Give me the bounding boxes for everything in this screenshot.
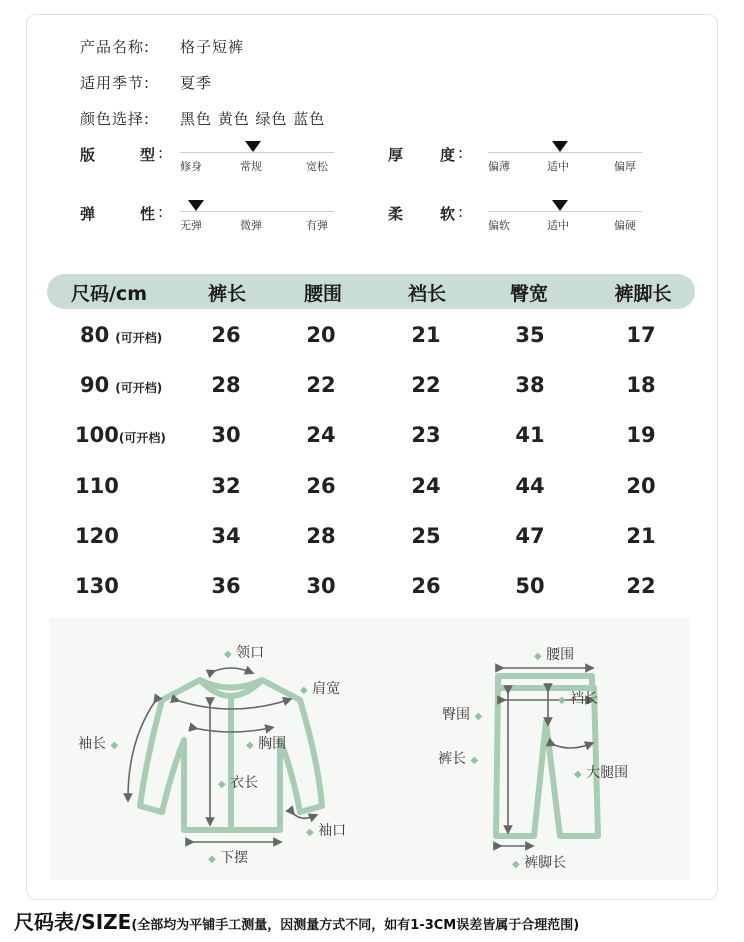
fit-tick-3: 宽松	[306, 160, 328, 173]
label-sleeve	[78, 733, 118, 753]
attr-softness-label-2: 软	[440, 205, 456, 223]
cell-waist: 24	[306, 423, 336, 447]
diamond-icon: ◆	[110, 740, 119, 751]
size-value: 80	[80, 323, 110, 347]
diamond-icon: ◆	[224, 649, 232, 660]
label-leg-opening	[512, 852, 566, 872]
cell-rise: 24	[411, 474, 441, 498]
color-value: 黑色 黄色 绿色 蓝色	[180, 110, 326, 128]
header-pants-length: 裤长	[207, 283, 247, 305]
label-rise	[558, 688, 598, 708]
diamond-icon: ◆	[306, 827, 314, 838]
cell-pants-length: 28	[211, 373, 241, 397]
diamond-icon: ◆	[512, 859, 520, 870]
diamond-icon: ◆	[218, 779, 226, 790]
label-collar-text: 领口	[236, 645, 265, 661]
size-note: (可开档)	[115, 331, 163, 345]
attr-softness-colon: :	[458, 203, 464, 221]
label-pants-length	[438, 748, 478, 768]
label-waist	[534, 644, 574, 664]
cell-leg-opening: 22	[626, 574, 656, 598]
label-waist-text: 腰围	[546, 647, 575, 663]
cell-leg-opening: 18	[626, 373, 656, 397]
fit-tick-1: 修身	[180, 160, 202, 173]
cell-hip: 44	[515, 474, 545, 498]
fit-tick-2: 常规	[240, 160, 262, 173]
thickness-tick-1: 偏薄	[488, 160, 510, 173]
attr-fit-label-2: 型	[140, 146, 156, 164]
elasticity-tick-3: 有弹	[306, 219, 328, 232]
softness-tick-1: 偏软	[488, 219, 510, 232]
label-chest	[246, 733, 286, 753]
label-hem-text: 下摆	[220, 850, 249, 866]
softness-tick-3: 偏硬	[614, 219, 636, 232]
cell-leg-opening: 17	[626, 323, 656, 347]
cell-hip: 35	[515, 323, 545, 347]
attr-elasticity-label-1: 弹	[80, 205, 96, 223]
cell-pants-length: 32	[211, 474, 241, 498]
attr-thickness-label-2: 度	[440, 146, 456, 164]
header-waist: 腰围	[303, 283, 343, 305]
product-name-label: 产品名称:	[80, 38, 151, 56]
cell-hip: 41	[515, 423, 545, 447]
cell-hip: 38	[515, 373, 545, 397]
elasticity-tick-1: 无弹	[180, 219, 202, 232]
cell-leg-opening: 19	[626, 423, 656, 447]
label-shoulder-text: 肩宽	[312, 681, 341, 697]
season-value: 夏季	[180, 74, 213, 92]
attr-elasticity-colon: :	[158, 203, 164, 221]
label-body-length-text: 衣长	[230, 775, 259, 791]
label-cuff-text: 袖口	[318, 823, 347, 839]
header-rise: 裆长	[407, 283, 447, 305]
cell-waist: 22	[306, 373, 336, 397]
cell-pants-length: 34	[211, 524, 241, 548]
cell-rise: 23	[411, 423, 441, 447]
diamond-icon: ◆	[208, 854, 216, 865]
diamond-icon: ◆	[474, 711, 483, 722]
footer-title: 尺码表/SIZE	[14, 910, 132, 934]
label-rise-text: 裆长	[570, 691, 599, 707]
diamond-icon: ◆	[300, 685, 308, 696]
cell-rise: 22	[411, 373, 441, 397]
season-label: 适用季节:	[80, 74, 151, 92]
header-hip: 臀宽	[509, 283, 549, 305]
attr-softness-label-1: 柔	[388, 205, 404, 223]
thickness-tick-2: 适中	[547, 160, 569, 173]
cell-waist: 30	[306, 574, 336, 598]
cell-pants-length: 30	[211, 423, 241, 447]
attr-thickness-colon: :	[458, 144, 464, 162]
size-value: 100	[75, 423, 119, 447]
label-sleeve-text: 袖长	[78, 736, 106, 752]
diamond-icon: ◆	[534, 651, 542, 662]
cell-pants-length: 26	[211, 323, 241, 347]
cell-hip: 50	[515, 574, 545, 598]
label-body-length	[218, 772, 258, 792]
size-note: (可开档)	[118, 431, 166, 445]
row-size: 120	[75, 524, 119, 548]
diamond-icon: ◆	[558, 695, 566, 706]
label-thigh-text: 大腿围	[586, 765, 629, 781]
header-size: 尺码/cm	[70, 283, 148, 305]
attr-fit-colon: :	[158, 144, 164, 162]
label-chest-text: 胸围	[258, 736, 287, 752]
cell-rise: 21	[411, 323, 441, 347]
cell-rise: 26	[411, 574, 441, 598]
cell-waist: 28	[306, 524, 336, 548]
cell-leg-opening: 21	[626, 524, 656, 548]
cell-waist: 20	[306, 323, 336, 347]
size-note: (可开档)	[115, 381, 163, 395]
diamond-icon: ◆	[246, 740, 254, 751]
cell-hip: 47	[515, 524, 545, 548]
size-value: 90	[80, 373, 110, 397]
size-chart-footer	[14, 906, 579, 935]
cell-pants-length: 36	[211, 574, 241, 598]
label-shoulder	[300, 678, 340, 698]
label-leg-opening-text: 裤脚长	[524, 855, 567, 871]
label-collar	[224, 642, 264, 662]
attr-thickness-label-1: 厚	[388, 146, 404, 164]
label-cuff	[306, 820, 346, 840]
label-pants-length-text: 裤长	[438, 751, 466, 767]
jacket-illustration	[140, 680, 322, 830]
label-hip	[442, 704, 482, 724]
footer-note: (全部均为平铺手工测量，因测量方式不同，如有1-3CM误差皆属于合理范围)	[131, 918, 580, 933]
product-name-value: 格子短裤	[180, 38, 245, 56]
cell-rise: 25	[411, 524, 441, 548]
attr-elasticity-label-2: 性	[140, 205, 156, 223]
label-hem	[208, 847, 248, 867]
cell-leg-opening: 20	[626, 474, 656, 498]
color-label: 颜色选择:	[80, 110, 151, 128]
thickness-tick-3: 偏厚	[614, 160, 636, 173]
cell-waist: 26	[306, 474, 336, 498]
label-thigh	[574, 762, 628, 782]
attr-fit-label-1: 版	[80, 146, 96, 164]
diamond-icon: ◆	[470, 755, 479, 766]
diamond-icon: ◆	[574, 769, 582, 780]
row-size: 110	[75, 474, 119, 498]
label-hip-text: 臀围	[442, 707, 470, 723]
softness-tick-2: 适中	[547, 219, 569, 232]
row-size: 130	[75, 574, 119, 598]
header-leg-opening: 裤脚长	[614, 283, 672, 305]
elasticity-tick-2: 微弹	[240, 219, 262, 232]
